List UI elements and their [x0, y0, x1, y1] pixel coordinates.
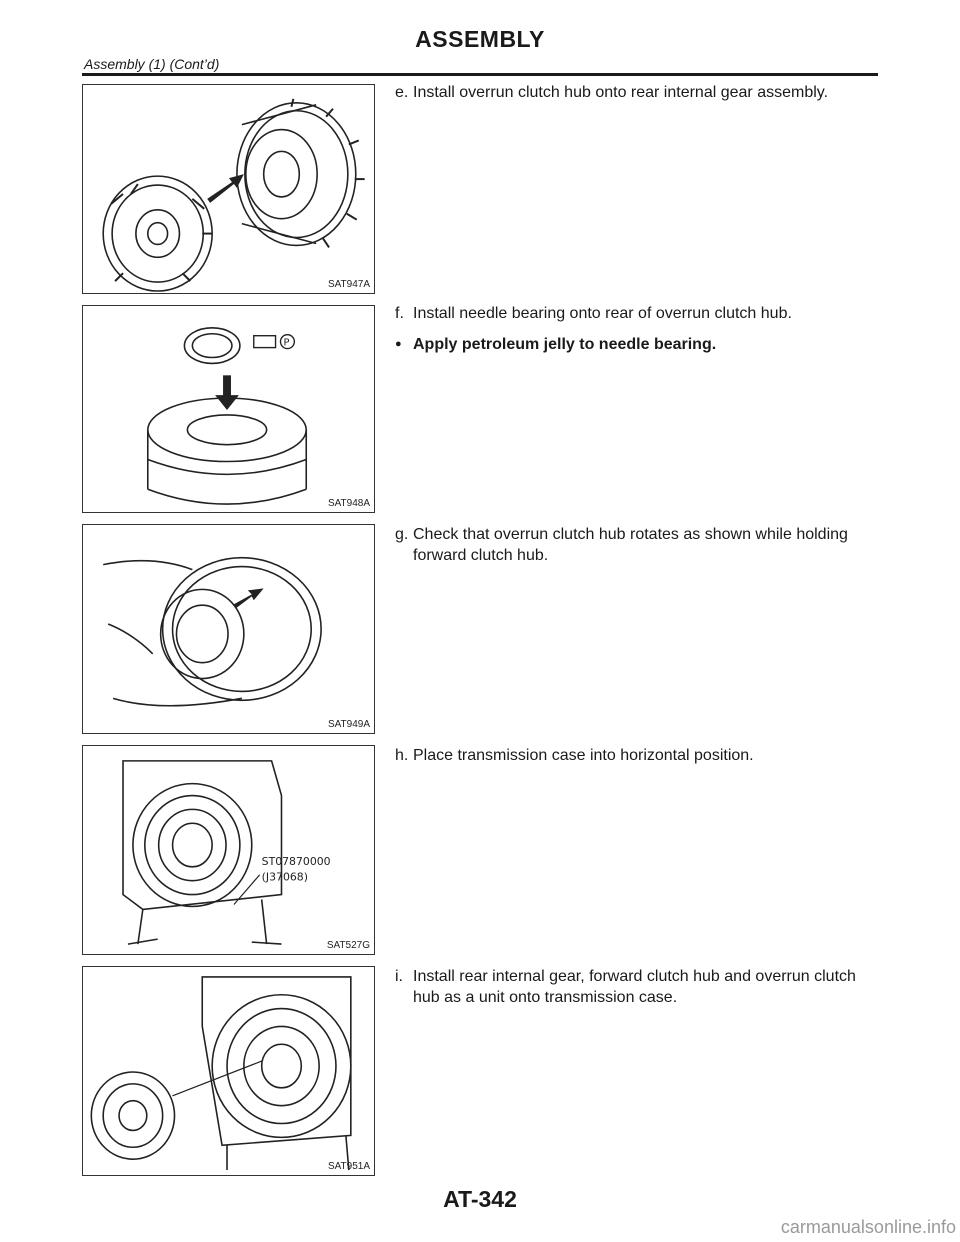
figure-sat948a — [82, 305, 375, 513]
page-title: ASSEMBLY — [415, 26, 545, 52]
step-text: Place transmission case into horizontal position. — [413, 747, 754, 764]
step-i — [395, 966, 883, 1008]
bullet-icon: ● — [395, 338, 402, 350]
figure-label: SAT949A — [327, 719, 370, 730]
figure-label: SAT948A — [327, 498, 370, 509]
step-marker: e. — [395, 84, 409, 101]
watermark: carmanualsonline.info — [780, 1217, 956, 1237]
page-number: AT-342 — [443, 1186, 517, 1212]
step-h — [395, 745, 883, 766]
figure-sat951a — [82, 966, 375, 1176]
step-text: Install overrun clutch hub onto rear internal gear assembly. — [413, 84, 829, 101]
section-subtitle: Assembly (1) (Cont’d) — [84, 56, 220, 72]
step-g — [395, 524, 883, 566]
step-text: Install rear internal gear, forward clutch hub and overrun clutch hub as a unit onto transmission case. — [413, 968, 856, 1006]
step-marker: i. — [395, 968, 403, 985]
gear-install-illustration — [83, 967, 374, 1175]
header-divider — [82, 73, 878, 76]
tool-number: ST07870000 — [261, 854, 331, 868]
transmission-case-illustration — [83, 746, 374, 954]
step-marker: f. — [395, 305, 404, 322]
figure-label: SAT951A — [327, 1161, 370, 1172]
step-text: Check that overrun clutch hub rotates as shown while holding forward clutch hub. — [413, 526, 848, 564]
figure-sat527g — [82, 745, 375, 955]
clutch-hub-illustration — [83, 85, 374, 293]
hub-rotation-illustration — [83, 525, 374, 733]
svg-text:P: P — [283, 337, 290, 349]
step-marker: h. — [395, 747, 409, 764]
figure-label: SAT947A — [327, 279, 370, 290]
step-text: Install needle bearing onto rear of overrun clutch hub. — [413, 305, 792, 322]
figure-sat947a — [82, 84, 375, 294]
figure-label: SAT527G — [326, 940, 370, 951]
step-marker: g. — [395, 526, 409, 543]
step-f — [395, 303, 883, 355]
needle-bearing-illustration — [83, 306, 374, 512]
bullet-text: Apply petroleum jelly to needle bearing. — [413, 336, 717, 353]
tool-alt-number: (J37068) — [261, 870, 308, 884]
figure-sat949a — [82, 524, 375, 734]
step-e — [395, 82, 883, 103]
bullet-note — [395, 334, 883, 355]
